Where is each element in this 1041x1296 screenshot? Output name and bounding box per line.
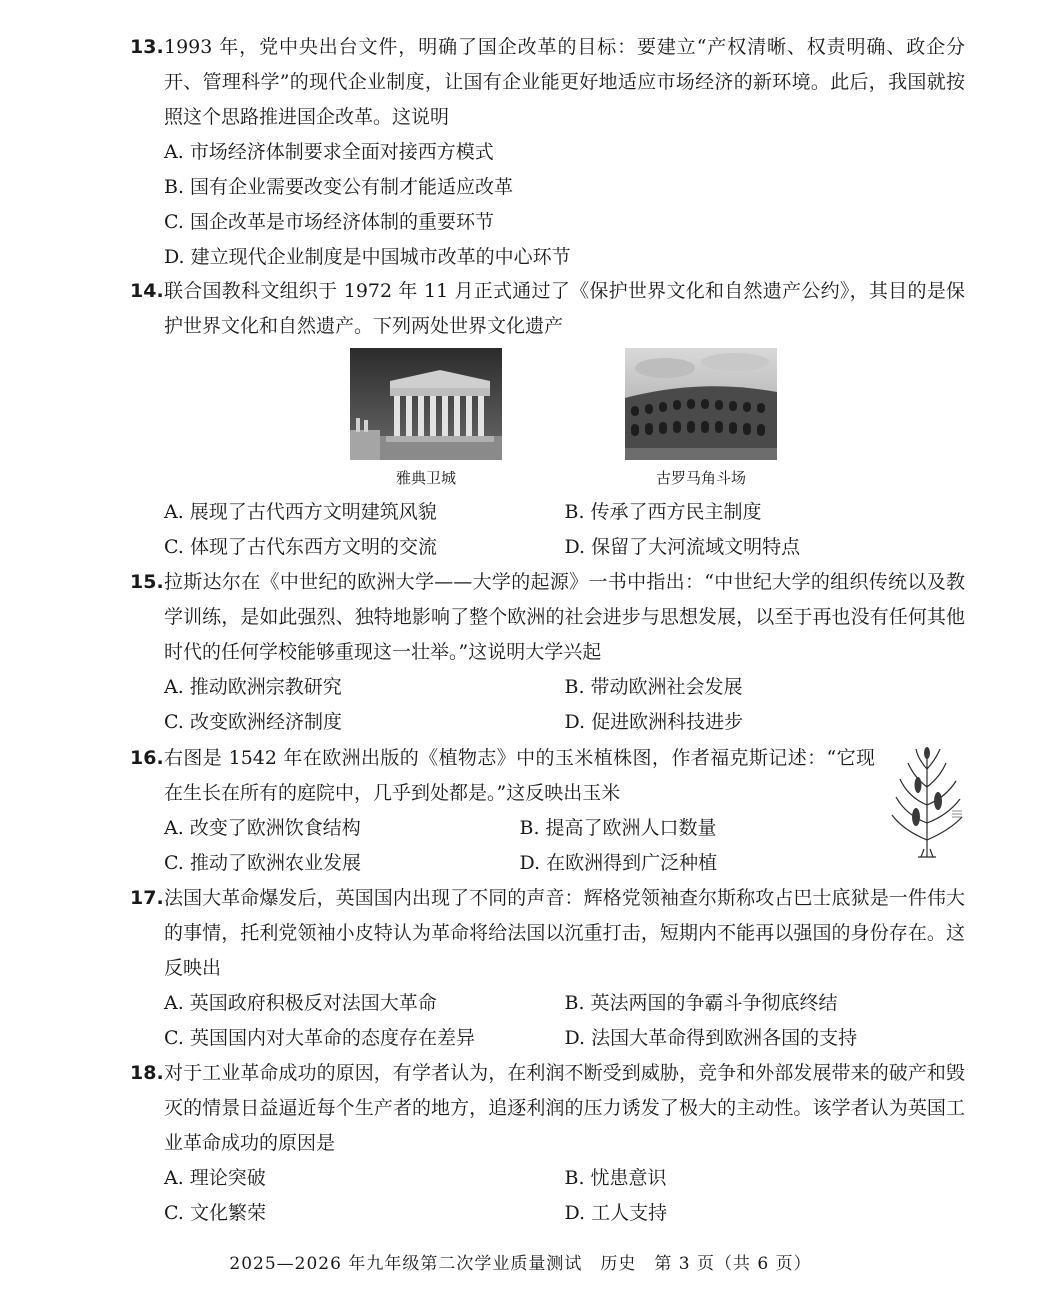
options (130, 495, 965, 565)
figure-colosseum (625, 348, 777, 488)
option-c[interactable]: C. 英国国内对大革命的态度存在差异 (164, 1027, 475, 1049)
corn-plant-illustration-icon (888, 745, 966, 860)
option-a[interactable]: A. 改变了欧洲饮食结构 (164, 817, 361, 839)
options (130, 670, 965, 740)
heritage-figures (350, 348, 780, 493)
question-stem (130, 1056, 965, 1161)
question-text: 对于工业革命成功的原因，有学者认为，在利润不断受到威胁，竞争和外部发展带来的破产和毁灭的情景日益逼近每个生产者的地方，追逐利润的压力诱发了极大的主动性。该学者认为英国工业革命成功的原因是 (164, 1062, 965, 1154)
question-16 (130, 741, 875, 881)
question-stem (130, 881, 965, 986)
option-b[interactable]: B. 英法两国的争霸斗争彻底终结 (564, 992, 838, 1014)
option-d[interactable]: D. 在欧洲得到广泛种植 (519, 852, 718, 874)
question-stem (130, 30, 965, 135)
option-a[interactable]: A. 英国政府积极反对法国大革命 (164, 992, 437, 1014)
option-b[interactable]: B. 国有企业需要改变公有制才能适应改革 (164, 176, 514, 198)
option-a[interactable]: A. 推动欧洲宗教研究 (164, 676, 342, 698)
option-a[interactable]: A. 理论突破 (164, 1167, 266, 1189)
question-text: 1993 年，党中央出台文件，明确了国企改革的目标：要建立“产权清晰、权责明确、政企分开、管理科学”的现代企业制度，让国有企业能更好地适应市场经济的新环境。此后，我国就按照这个思路推进国企改革。这说明 (164, 36, 965, 128)
question-14-options (130, 495, 965, 565)
question-14 (130, 274, 965, 344)
option-d[interactable]: D. 法国大革命得到欧洲各国的支持 (564, 1027, 858, 1049)
option-c[interactable]: C. 文化繁荣 (164, 1202, 266, 1224)
question-number: 16. (130, 747, 164, 769)
question-number: 15. (130, 571, 164, 593)
question-number: 14. (130, 280, 164, 302)
question-17 (130, 881, 965, 1056)
option-b[interactable]: B. 传承了西方民主制度 (564, 501, 762, 523)
option-a[interactable]: A. 展现了古代西方文明建筑风貌 (164, 501, 437, 523)
option-c[interactable]: C. 体现了古代东西方文明的交流 (164, 536, 437, 558)
question-text: 右图是 1542 年在欧洲出版的《植物志》中的玉米植株图，作者福克斯记述：“它现在生长在所有的庭院中，几乎到处都是。”这反映出玉米 (164, 747, 875, 804)
parthenon-photo-icon (350, 348, 502, 460)
question-number: 13. (130, 36, 164, 58)
option-d[interactable]: D. 促进欧洲科技进步 (564, 711, 744, 733)
question-stem (130, 741, 875, 811)
question-18 (130, 1056, 965, 1231)
option-c[interactable]: C. 改变欧洲经济制度 (164, 711, 342, 733)
question-text: 拉斯达尔在《中世纪的欧洲大学——大学的起源》一书中指出：“中世纪大学的组织传统以及教学训练，是如此强烈、独特地影响了整个欧洲的社会进步与思想发展，以至于再也没有任何其他时代的任何学校能够重现这一壮举。”这说明大学兴起 (164, 571, 965, 663)
question-stem (130, 565, 965, 670)
options (130, 811, 875, 881)
figure-acropolis (350, 348, 502, 488)
option-d[interactable]: D. 工人支持 (564, 1202, 668, 1224)
options (130, 1161, 965, 1231)
question-15 (130, 565, 965, 740)
option-b[interactable]: B. 忧患意识 (564, 1167, 667, 1189)
option-b[interactable]: B. 带动欧洲社会发展 (564, 676, 743, 698)
option-d[interactable]: D. 保留了大河流域文明特点 (564, 536, 801, 558)
question-text: 法国大革命爆发后，英国国内出现了不同的声音：辉格党领袖查尔斯称攻占巴士底狱是一件伟大的事情，托利党领袖小皮特认为革命将给法国以沉重打击，短期内不能再以强国的身份存在。这反映出 (164, 887, 965, 979)
colosseum-photo-icon (625, 348, 777, 460)
options (130, 135, 965, 275)
question-text: 联合国教科文组织于 1972 年 11 月正式通过了《保护世界文化和自然遗产公约》，其目的是保护世界文化和自然遗产。下列两处世界文化遗产 (164, 280, 965, 337)
question-stem (130, 274, 965, 344)
option-c[interactable]: C. 国企改革是市场经济体制的重要环节 (164, 211, 494, 233)
figure-caption: 古罗马角斗场 (655, 469, 746, 487)
question-number: 18. (130, 1062, 164, 1084)
option-a[interactable]: A. 市场经济体制要求全面对接西方模式 (164, 141, 494, 163)
question-13 (130, 30, 965, 275)
option-c[interactable]: C. 推动了欧洲农业发展 (164, 852, 361, 874)
option-b[interactable]: B. 提高了欧洲人口数量 (519, 817, 717, 839)
page-footer: 2025—2026 年九年级第二次学业质量测试 历史 第 3 页（共 6 页） (229, 1254, 812, 1274)
option-d[interactable]: D. 建立现代企业制度是中国城市改革的中心环节 (164, 246, 571, 268)
figure-caption: 雅典卫城 (395, 469, 456, 487)
options (130, 986, 965, 1056)
question-number: 17. (130, 887, 164, 909)
